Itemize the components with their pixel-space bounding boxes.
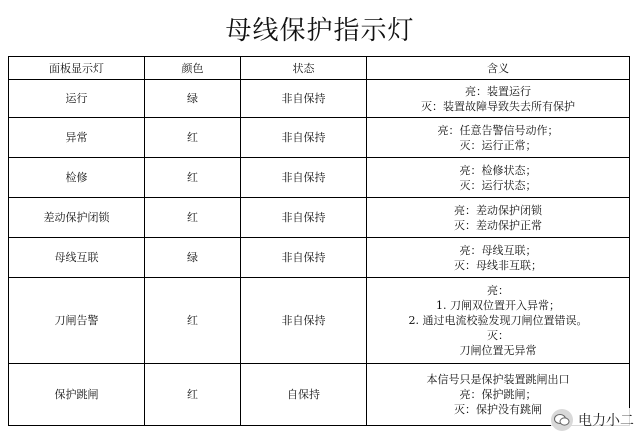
table-row	[9, 198, 630, 238]
meaning-line: 灭：差动保护正常	[454, 218, 542, 232]
header-state: 状态	[241, 57, 367, 80]
header-meaning: 含义	[367, 57, 630, 80]
cell-color: 红	[145, 158, 241, 198]
cell-meaning	[367, 118, 630, 158]
watermark-text: 电力小二	[578, 413, 634, 429]
cell-meaning	[367, 158, 630, 198]
cell-state: 非自保持	[241, 198, 367, 238]
meaning-line: 亮：保护跳闸；	[459, 388, 537, 401]
cell-panel-light: 母线互联	[9, 238, 145, 278]
cell-meaning	[367, 198, 630, 238]
cell-color: 红	[145, 198, 241, 238]
cell-state: 非自保持	[241, 118, 367, 158]
cell-state: 自保持	[241, 364, 367, 426]
meaning-line: 1. 刀闸双位置开入异常；	[436, 299, 560, 312]
meaning-line: 亮：差动保护闭锁	[454, 203, 542, 217]
cell-panel-light: 差动保护闭锁	[9, 198, 145, 238]
table-header-row	[9, 57, 630, 80]
cell-meaning	[367, 238, 630, 278]
header-color: 颜色	[145, 57, 241, 80]
meaning-line: 灭：运行状态；	[459, 178, 537, 192]
table-row	[9, 238, 630, 278]
table-row	[9, 158, 630, 198]
meaning-line: 灭：运行正常；	[459, 138, 537, 152]
meaning-line: 灭：	[487, 329, 509, 342]
meaning-line: 灭：保护没有跳闸	[454, 403, 542, 416]
cell-state: 非自保持	[241, 80, 367, 118]
cell-panel-light: 异常	[9, 118, 145, 158]
cell-color: 绿	[145, 80, 241, 118]
meaning-line: 刀闸位置无异常	[459, 344, 537, 357]
meaning-line: 亮：装置运行	[465, 84, 531, 98]
cell-panel-light: 检修	[9, 158, 145, 198]
meaning-line: 灭：母线非互联；	[454, 258, 542, 272]
table-row	[9, 364, 630, 426]
meaning-line: 亮：检修状态；	[459, 163, 537, 177]
cell-color: 红	[145, 364, 241, 426]
wechat-icon	[551, 409, 573, 431]
cell-meaning	[367, 278, 630, 364]
cell-state: 非自保持	[241, 158, 367, 198]
meaning-line: 亮：母线互联；	[459, 243, 537, 257]
table-row	[9, 278, 630, 364]
meaning-line: 亮：任意告警信号动作；	[437, 123, 559, 137]
cell-state: 非自保持	[241, 278, 367, 364]
header-panel-light: 面板显示灯	[9, 57, 145, 80]
cell-panel-light: 保护跳闸	[9, 364, 145, 426]
page-title: 母线保护指示灯	[225, 16, 415, 46]
indicator-table	[8, 56, 630, 426]
meaning-line: 本信号只是保护装置跳闸出口	[426, 373, 570, 386]
cell-state: 非自保持	[241, 238, 367, 278]
watermark	[551, 408, 634, 432]
table-row	[9, 80, 630, 118]
cell-panel-light: 运行	[9, 80, 145, 118]
meaning-line: 2. 通过电流校验发现刀闸位置错误。	[408, 314, 588, 327]
table-row	[9, 118, 630, 158]
meaning-line: 灭：装置故障导致失去所有保护	[421, 99, 575, 113]
cell-color: 红	[145, 118, 241, 158]
cell-color: 红	[145, 278, 241, 364]
cell-color: 绿	[145, 238, 241, 278]
cell-meaning	[367, 80, 630, 118]
cell-panel-light: 刀闸告警	[9, 278, 145, 364]
meaning-line: 亮：	[487, 284, 509, 297]
